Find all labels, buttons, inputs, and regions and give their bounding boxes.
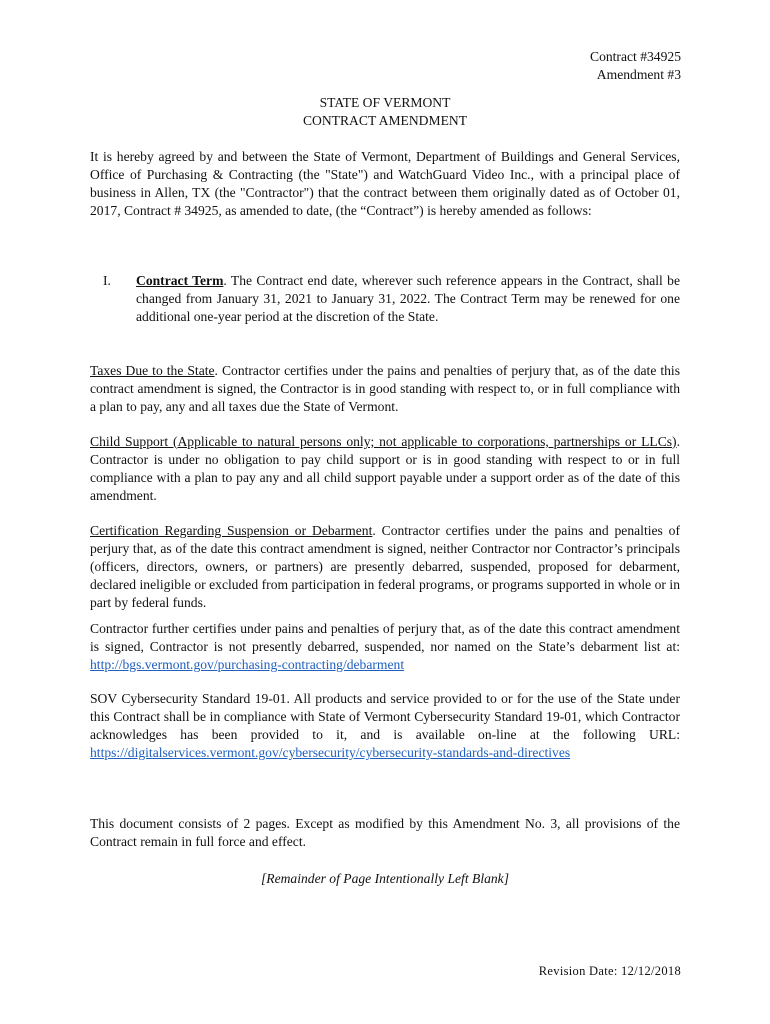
cybersecurity-paragraph <box>90 690 680 762</box>
debarment-text: . Contractor certifies under the pains and penalties of perjury that, as of the date this contract amendment is signed, neither Contractor nor Contractor’s principals (officers, directors, owners, or partners) are presently debarred, suspended, proposed for debarment, declared ineligible or excluded from participation in federal programs, or programs supported in whole or in part by federal funds. <box>90 523 680 610</box>
closing-paragraph: This document consists of 2 pages. Except as modified by this Amendment No. 3, all provisions of the Contract remain in full force and effect. <box>90 816 680 849</box>
debarment-list-link[interactable]: http://bgs.vermont.gov/purchasing-contracting/debarment <box>90 657 405 672</box>
intro-paragraph: It is hereby agreed by and between the State of Vermont, Department of Buildings and General Services, Office of Purchasing & Contracting (the "State") and WatchGuard Video Inc., with a principal place of business in Allen, TX (the "Contractor") that the contract between them originally dated as of October 01, 2017, Contract # 34925, as amended to date, (the “Contract”) is hereby amended as follows: <box>90 149 680 218</box>
further-text: Contractor further certifies under pains and penalties of perjury that, as of the date this contract amendment is signed, Contractor is not presently debarred, suspended, nor named on the State’s debarment list at: <box>90 621 680 654</box>
contract-term-paragraph <box>136 272 680 326</box>
debarment-paragraph <box>90 522 680 612</box>
further-certification-paragraph <box>90 620 680 674</box>
item-number: I. <box>103 273 111 288</box>
taxes-text: . Contractor certifies under the pains and penalties of perjury that, as of the date this contract amendment is signed, the Contractor is in good standing with respect to, or in full compliance with a plan to pay, any and all taxes due the State of Vermont. <box>90 363 680 414</box>
title-line-2: CONTRACT AMENDMENT <box>302 113 467 128</box>
child-support-paragraph <box>90 433 680 505</box>
contract-term-heading: Contract Term <box>136 273 224 288</box>
cyber-text: SOV Cybersecurity Standard 19-01. All products and service provided to or for the use of the State under this Contract shall be in compliance with State of Vermont Cybersecurity Standard 19-01, which Contractor acknowledges has been provided to it, and is available on-line at the following URL: <box>90 691 680 742</box>
contract-header <box>590 48 681 84</box>
document-title <box>0 94 770 130</box>
child-support-heading: Child Support (Applicable to natural persons only; not applicable to corporations, partnerships or LLCs) <box>90 434 677 449</box>
cybersecurity-standards-link[interactable]: https://digitalservices.vermont.gov/cybersecurity/cybersecurity-standards-and-directives <box>90 745 571 760</box>
debarment-heading: Certification Regarding Suspension or Debarment <box>90 523 373 538</box>
remainder-blank-note: [Remainder of Page Intentionally Left Blank] <box>260 871 510 886</box>
title-line-1: STATE OF VERMONT <box>319 95 451 110</box>
amendment-number: Amendment #3 <box>596 67 681 82</box>
revision-date: Revision Date: 12/12/2018 <box>538 964 681 978</box>
contract-number: Contract #34925 <box>590 49 681 64</box>
taxes-heading: Taxes Due to the State <box>90 363 215 378</box>
contract-term-text: . The Contract end date, wherever such reference appears in the Contract, shall be changed from January 31, 2021 to January 31, 2022. The Contract Term may be renewed for one additional one-year period at the discretion of the State. <box>136 273 680 324</box>
taxes-paragraph <box>90 362 680 416</box>
child-support-text: . Contractor is under no obligation to pay child support or is in good standing with respect to or in full compliance with a plan to pay any and all child support payable under a support order as of the date of this amendment. <box>90 434 680 503</box>
